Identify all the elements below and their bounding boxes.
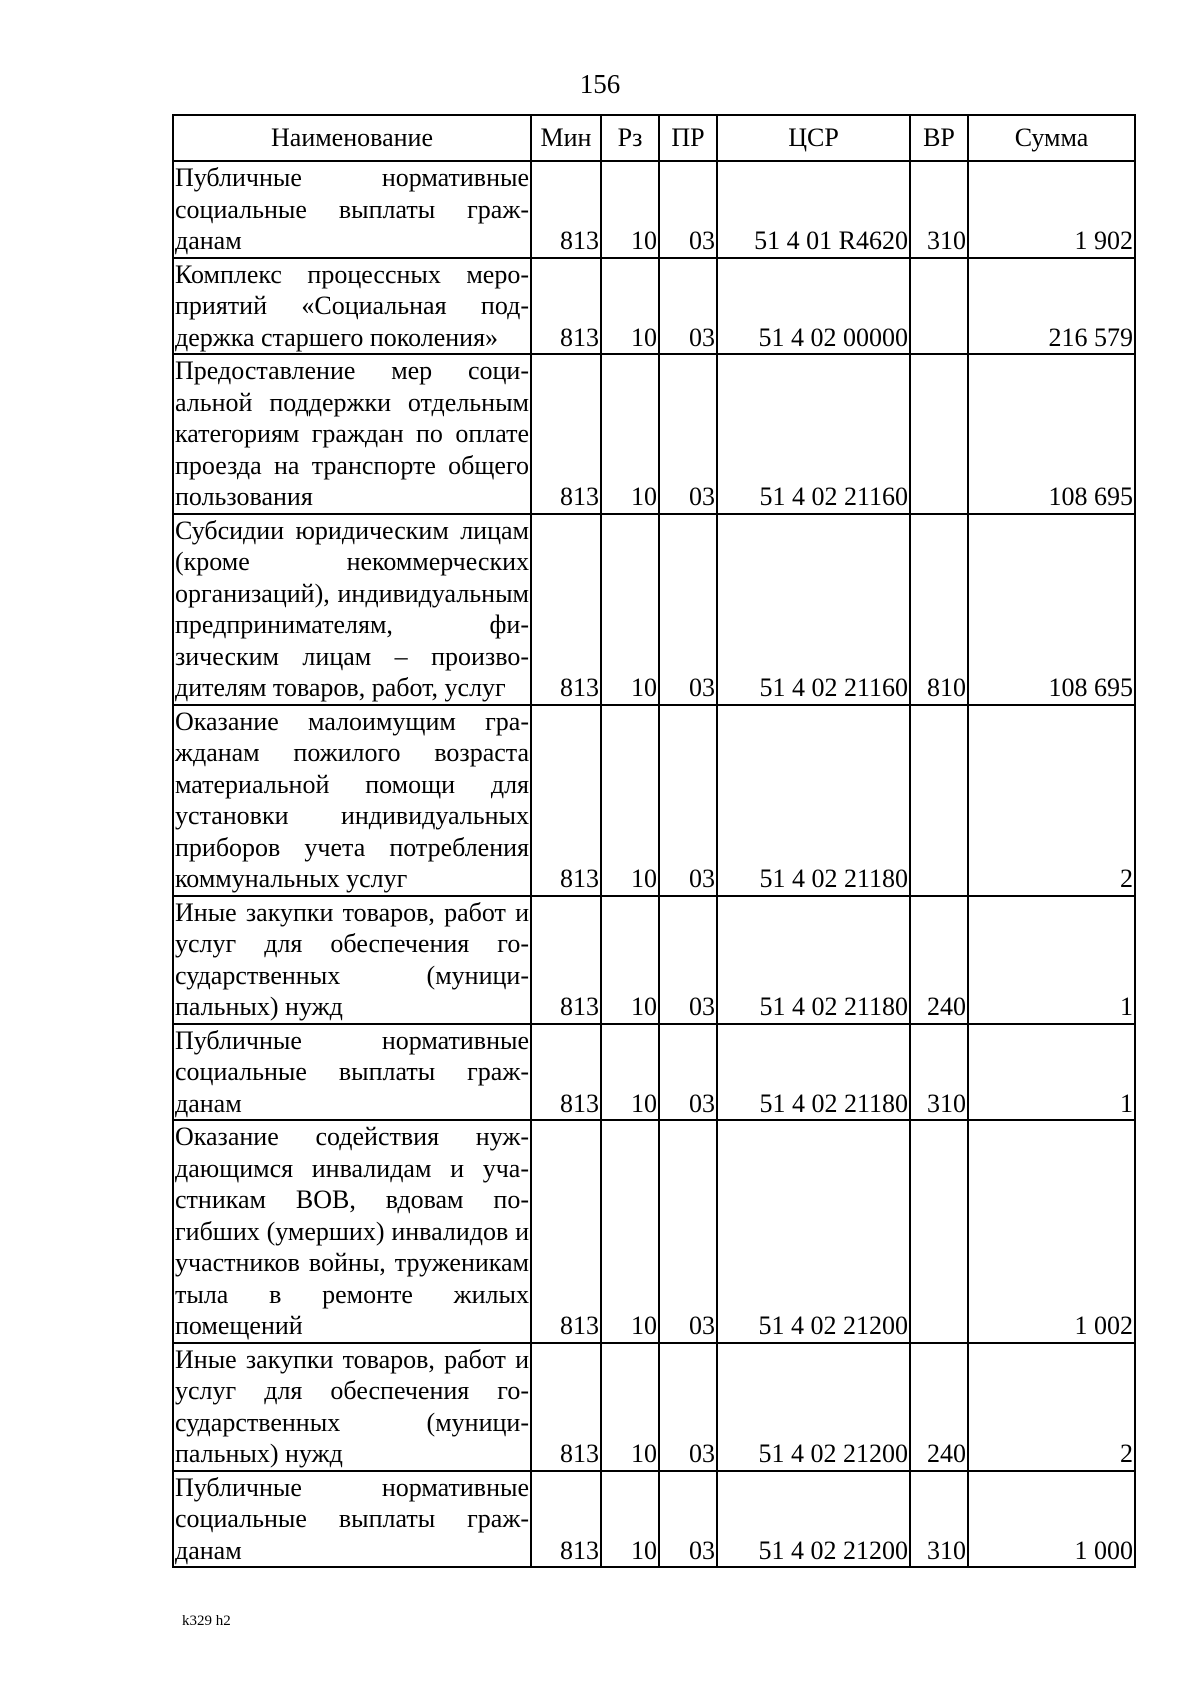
row-name: Субсидии юридическим лицам (кроме некоммерческих организаций), индивидуальным предпринимателям, физическим лицам – производителям товаров, работ, услуг [173,514,531,705]
row-name: Предоставление мер социальной поддержки отдельным категориям граждан по оплате проезда на транспорте общего пользования [173,354,531,514]
row-vr: 310 [910,1471,968,1568]
row-vr: 810 [910,514,968,705]
row-csr: 51 4 02 21180 [717,705,910,896]
row-min: 813 [531,354,601,514]
row-rz: 10 [601,161,659,258]
row-min: 813 [531,705,601,896]
row-min: 813 [531,1120,601,1343]
row-sum: 2 [968,705,1135,896]
row-sum: 108 695 [968,354,1135,514]
header-sum: Сумма [968,115,1135,161]
row-sum: 1 902 [968,161,1135,258]
table-row [173,1343,1135,1471]
table-row [173,258,1135,355]
row-csr: 51 4 02 21180 [717,1024,910,1121]
row-rz: 10 [601,1471,659,1568]
table-body [173,161,1135,1567]
row-min: 813 [531,258,601,355]
row-name: Оказание содействия нуждающимся инвалидам и участникам ВОВ, вдовам погибших (умерших) инвалидов и участников войны, труженикам тыла в ремонте жилых помещений [173,1120,531,1343]
row-rz: 10 [601,514,659,705]
row-name: Иные закупки товаров, работ и услуг для обеспечения государственных (муниципальных) нужд [173,896,531,1024]
row-pr: 03 [659,705,717,896]
row-csr: 51 4 01 R4620 [717,161,910,258]
row-rz: 10 [601,705,659,896]
row-name: Оказание малоимущим гражданам пожилого возраста материальной помощи для установки индивидуальных приборов учета потребления коммунальных услуг [173,705,531,896]
row-name: Иные закупки товаров, работ и услуг для обеспечения государственных (муниципальных) нужд [173,1343,531,1471]
row-csr: 51 4 02 21200 [717,1343,910,1471]
header-min: Мин [531,115,601,161]
row-rz: 10 [601,258,659,355]
row-pr: 03 [659,1024,717,1121]
header-csr: ЦСР [717,115,910,161]
row-pr: 03 [659,896,717,1024]
row-min: 813 [531,896,601,1024]
row-sum: 216 579 [968,258,1135,355]
header-rz: Рз [601,115,659,161]
row-sum: 1 [968,896,1135,1024]
row-vr: 310 [910,1024,968,1121]
row-sum: 2 [968,1343,1135,1471]
row-vr: 240 [910,896,968,1024]
row-rz: 10 [601,1343,659,1471]
header-name: Наименование [173,115,531,161]
table-row [173,1471,1135,1568]
row-rz: 10 [601,1120,659,1343]
row-rz: 10 [601,896,659,1024]
row-csr: 51 4 02 21200 [717,1471,910,1568]
row-csr: 51 4 02 21200 [717,1120,910,1343]
header-vr: ВР [910,115,968,161]
table-row [173,896,1135,1024]
row-csr: 51 4 02 21160 [717,514,910,705]
table-row [173,1120,1135,1343]
footer-code: k329 h2 [182,1613,231,1629]
row-rz: 10 [601,354,659,514]
row-pr: 03 [659,354,717,514]
row-pr: 03 [659,1471,717,1568]
table-row [173,161,1135,258]
budget-table [172,114,1136,1568]
table-row [173,1024,1135,1121]
row-csr: 51 4 02 21160 [717,354,910,514]
table-row [173,514,1135,705]
row-pr: 03 [659,258,717,355]
table-header-row [173,115,1135,161]
row-csr: 51 4 02 21180 [717,896,910,1024]
row-pr: 03 [659,1120,717,1343]
row-pr: 03 [659,514,717,705]
row-vr [910,354,968,514]
table-row [173,354,1135,514]
row-sum: 1 000 [968,1471,1135,1568]
row-vr: 240 [910,1343,968,1471]
row-min: 813 [531,1471,601,1568]
row-min: 813 [531,161,601,258]
row-sum: 1 002 [968,1120,1135,1343]
row-vr [910,1120,968,1343]
row-csr: 51 4 02 00000 [717,258,910,355]
table-row [173,705,1135,896]
row-min: 813 [531,1024,601,1121]
row-rz: 10 [601,1024,659,1121]
row-sum: 1 [968,1024,1135,1121]
row-name: Публичные нормативные социальные выплаты гражданам [173,161,531,258]
row-min: 813 [531,514,601,705]
row-sum: 108 695 [968,514,1135,705]
row-vr [910,705,968,896]
page-number: 156 [579,69,621,99]
header-pr: ПР [659,115,717,161]
row-name: Публичные нормативные социальные выплаты гражданам [173,1024,531,1121]
row-vr: 310 [910,161,968,258]
row-min: 813 [531,1343,601,1471]
row-name: Комплекс процессных мероприятий «Социальная поддержка старшего поколения» [173,258,531,355]
row-pr: 03 [659,1343,717,1471]
row-pr: 03 [659,161,717,258]
row-vr [910,258,968,355]
row-name: Публичные нормативные социальные выплаты гражданам [173,1471,531,1568]
